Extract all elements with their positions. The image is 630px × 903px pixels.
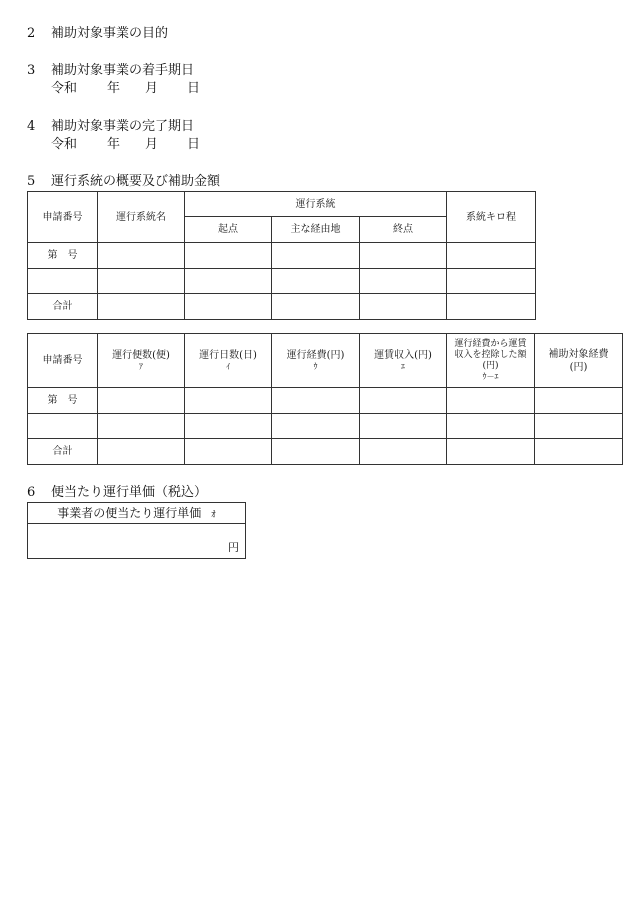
table-cell[interactable] xyxy=(447,439,535,465)
table-cell[interactable] xyxy=(185,388,272,414)
section-title: 便当たり運行単価（税込） xyxy=(51,485,208,500)
header-route-km: 系統キロ程 xyxy=(447,192,536,243)
section-number: 2 xyxy=(27,26,36,41)
table-cell[interactable] xyxy=(98,294,185,320)
date-month: 月 xyxy=(145,81,159,96)
header-via-point: 主な経由地 xyxy=(272,217,360,243)
table-cell[interactable] xyxy=(185,439,272,465)
end-date-line xyxy=(51,137,211,153)
table-cell[interactable] xyxy=(98,388,185,414)
table-cell[interactable] xyxy=(272,388,360,414)
header-mark: ｴ xyxy=(401,362,405,371)
section-5-heading xyxy=(27,174,220,190)
table-cell[interactable] xyxy=(185,294,272,320)
header-application-number: 申請番号 xyxy=(28,192,98,243)
table-cell[interactable] xyxy=(360,269,447,294)
table-cell[interactable] xyxy=(272,269,360,294)
table-row xyxy=(28,269,536,294)
subsidy-calculation-table xyxy=(27,333,623,465)
header-subsidy-cost: 補助対象経費(円) xyxy=(535,334,623,388)
table-cell[interactable] xyxy=(447,414,535,439)
header-trips xyxy=(98,334,185,388)
header-start-point: 起点 xyxy=(185,217,272,243)
date-era: 令和 xyxy=(51,81,78,96)
start-date-line xyxy=(51,81,211,97)
header-mark: ｲ xyxy=(226,362,230,371)
header-revenue xyxy=(360,334,447,388)
table-cell[interactable] xyxy=(272,243,360,269)
table-cell[interactable] xyxy=(447,294,536,320)
unit-price-input[interactable] xyxy=(28,524,245,558)
table-cell[interactable] xyxy=(447,388,535,414)
table-cell[interactable] xyxy=(272,439,360,465)
header-text: 運賃収入(円) xyxy=(374,350,432,361)
date-month: 月 xyxy=(145,137,159,152)
table-row xyxy=(28,388,623,414)
table-cell[interactable] xyxy=(98,243,185,269)
table-cell[interactable] xyxy=(98,269,185,294)
header-text: 運行経費から運賃収入を控除した額(円) xyxy=(454,339,527,371)
table-cell[interactable] xyxy=(360,294,447,320)
row-label xyxy=(28,414,98,439)
route-summary-table xyxy=(27,191,536,320)
section-number: 5 xyxy=(27,174,36,189)
table-cell[interactable] xyxy=(535,439,623,465)
table-cell[interactable] xyxy=(185,414,272,439)
unit-price-header xyxy=(28,503,245,524)
section-number: 4 xyxy=(27,119,36,134)
table-cell[interactable] xyxy=(535,414,623,439)
unit-price-mark: ｵ xyxy=(211,510,216,520)
date-day: 日 xyxy=(187,81,201,96)
header-cost-minus-revenue xyxy=(447,334,535,388)
table-row-total xyxy=(28,439,623,465)
table-row xyxy=(28,414,623,439)
table-row xyxy=(28,243,536,269)
table-cell[interactable] xyxy=(272,414,360,439)
date-year: 年 xyxy=(107,81,121,96)
table-cell[interactable] xyxy=(447,269,536,294)
section-6-heading xyxy=(27,485,207,501)
table-cell[interactable] xyxy=(98,414,185,439)
header-cost xyxy=(272,334,360,388)
section-number: 6 xyxy=(27,485,36,500)
section-2-heading xyxy=(27,26,168,42)
unit-price-currency: 円 xyxy=(228,541,239,554)
date-day: 日 xyxy=(187,137,201,152)
total-label: 合計 xyxy=(28,439,98,465)
table-cell[interactable] xyxy=(185,243,272,269)
section-title: 補助対象事業の目的 xyxy=(51,26,169,41)
table-cell[interactable] xyxy=(272,294,360,320)
unit-price-label: 事業者の便当たり運行単価 xyxy=(57,506,202,520)
row-label: 第 号 xyxy=(28,243,98,269)
section-3-heading xyxy=(27,63,194,79)
section-title: 運行系統の概要及び補助金額 xyxy=(51,174,221,189)
table-cell[interactable] xyxy=(185,269,272,294)
total-label: 合計 xyxy=(28,294,98,320)
table-cell[interactable] xyxy=(360,243,447,269)
table-cell[interactable] xyxy=(360,388,447,414)
header-text: 運行経費(円) xyxy=(286,350,345,361)
table-cell[interactable] xyxy=(535,388,623,414)
header-text: 運行日数(日) xyxy=(199,350,257,361)
header-mark: ｱ xyxy=(139,362,143,371)
table-cell[interactable] xyxy=(360,414,447,439)
section-title: 補助対象事業の着手期日 xyxy=(51,63,195,78)
header-route-name: 運行系統名 xyxy=(98,192,185,243)
section-4-heading xyxy=(27,119,194,135)
date-year: 年 xyxy=(107,137,121,152)
table-row-total xyxy=(28,294,536,320)
section-number: 3 xyxy=(27,63,36,78)
header-text: 運行便数(便) xyxy=(112,350,170,361)
date-era: 令和 xyxy=(51,137,78,152)
header-mark: ｳ－ｴ xyxy=(482,372,499,381)
header-days xyxy=(185,334,272,388)
table-cell[interactable] xyxy=(98,439,185,465)
row-label: 第 号 xyxy=(28,388,98,414)
header-route: 運行系統 xyxy=(185,192,447,217)
unit-price-box xyxy=(27,502,246,559)
header-end-point: 終点 xyxy=(360,217,447,243)
table-cell[interactable] xyxy=(360,439,447,465)
row-label xyxy=(28,269,98,294)
header-mark: ｳ xyxy=(313,362,318,371)
table-cell[interactable] xyxy=(447,243,536,269)
header-application-number: 申請番号 xyxy=(28,334,98,388)
section-title: 補助対象事業の完了期日 xyxy=(51,119,195,134)
